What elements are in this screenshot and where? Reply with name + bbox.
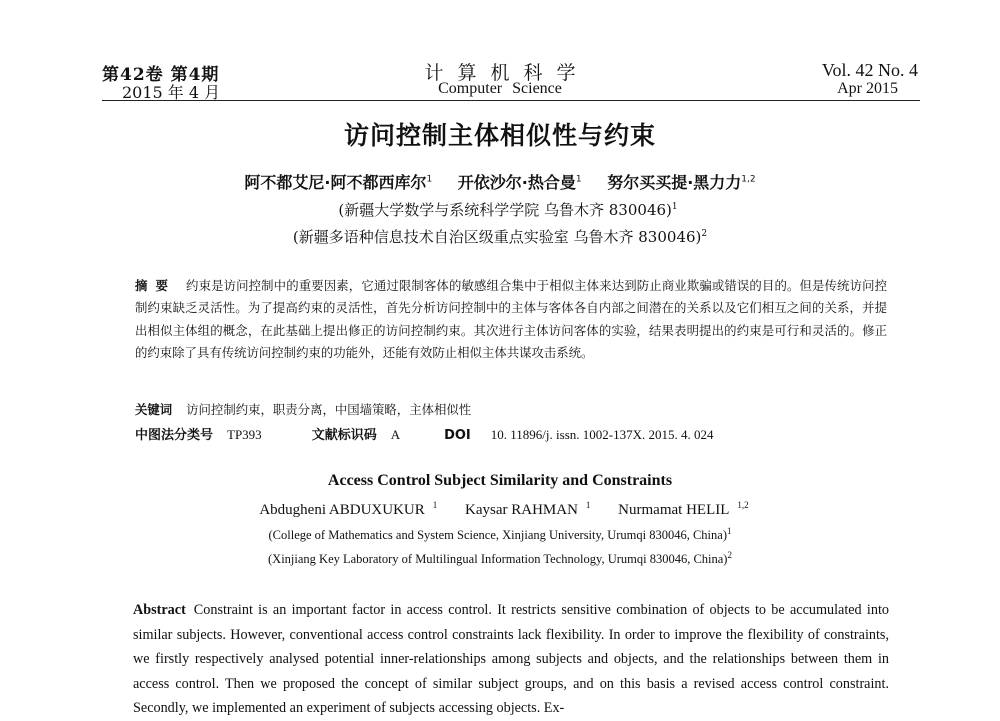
clc-label: 中图法分类号	[135, 428, 214, 443]
journal-volume-issue-cn: 第42卷 第4期	[102, 65, 220, 85]
doc-code-label: 文献标识码	[311, 428, 377, 443]
journal-volume-issue-en: Vol. 42 No. 4	[821, 60, 918, 80]
abstract-cn-text: 约束是访问控制中的重要因素，它通过限制客体的敏感组合集中于相似主体来达到防止商业欺骗或错误的目的。但是传统访问控制约束缺乏灵活性。为了提高约束的灵活性，首先分析访问控制中的主体与客体各自内部之间潜在的关系以及它们相互之间的关系，并提出相似主体组的概念，在此基础上提出修正的访问控制约束。其次进行主体访问客体的实验，结果表明提出的约束是可行和灵活的。修正的约束除了具有传统访问控制约束的功能外，还能有效防止相似主体共谋攻击系统。	[135, 278, 888, 361]
author-en-1: Abdugheni ABDUXUKUR $^1$	[259, 500, 438, 518]
affiliation-cn-1: (新疆大学数学与系统科学学院 乌鲁木齐 830046)$^1$	[338, 201, 678, 219]
authors-en	[0, 500, 1000, 519]
affiliation-cn-2: (新疆多语种信息技术自治区级重点实验室 乌鲁木齐 830046)$^2$	[292, 228, 708, 246]
journal-date-cn: 2015 年 4 月	[122, 83, 221, 102]
affiliation-en-2: (Xinjiang Key Laboratory of Multilingual Information Technology, Urumqi 830046, China)$^2$	[268, 550, 732, 567]
journal-name-cn: 计算机科学	[424, 62, 590, 84]
author-en-3: Nurmamat HELIL $^{1,2}$	[618, 500, 749, 518]
journal-date-en: Apr 2015	[837, 80, 898, 97]
journal-name-en: Computer Science	[438, 80, 562, 97]
affiliation-en-1: (College of Mathematics and System Science, Xinjiang University, Urumqi 830046, China)$^1$	[268, 526, 732, 543]
abstract-en-label: Abstract	[133, 602, 186, 618]
authors-cn	[0, 170, 1000, 193]
doc-code-value: A	[390, 427, 401, 442]
abstract-en-text: Constraint is an important factor in access control. It restricts sensitive combination of objects to be accumulated into similar subjects. However, conventional access control constraints lack flexibility. In order to improve the flexibility of constraints, we firstly respectively analysed potential inner-relationships among subjects and objects, and the relationships between them in access control. Then we proposed the concept of similar subject groups, and on this basis a revised access control constraint. Secondly, we implemented an experiment of subjects accessing objects. Ex-	[133, 602, 889, 716]
doi-label: DOI	[444, 428, 471, 443]
classification-line	[135, 424, 713, 443]
paper-title-en: Access Control Subject Similarity and Constraints	[327, 472, 673, 489]
abstract-cn-label: 摘要	[135, 278, 177, 293]
author-en-2: Kaysar RAHMAN $^1$	[465, 500, 591, 518]
doi-value: 10. 11896/j. issn. 1002-137X. 2015. 4. 024	[490, 427, 714, 442]
paper-title-cn: 访问控制主体相似性与约束	[343, 121, 656, 150]
abstract-cn	[135, 275, 887, 365]
clc-value: TP393	[227, 427, 262, 442]
keywords-cn-label: 关键词	[135, 402, 173, 417]
author-cn-1: 阿不都艾尼·阿不都西库尔$^1$	[244, 173, 433, 192]
author-cn-2: 开依沙尔·热合曼$^1$	[457, 173, 582, 192]
header-rule	[102, 100, 920, 101]
keywords-cn	[135, 400, 471, 418]
keywords-cn-text: 访问控制约束，职责分离，中国墙策略，主体相似性	[186, 402, 472, 417]
author-cn-3: 努尔买买提·黑力力$^{1,2}$	[607, 173, 756, 192]
abstract-en	[133, 598, 889, 721]
